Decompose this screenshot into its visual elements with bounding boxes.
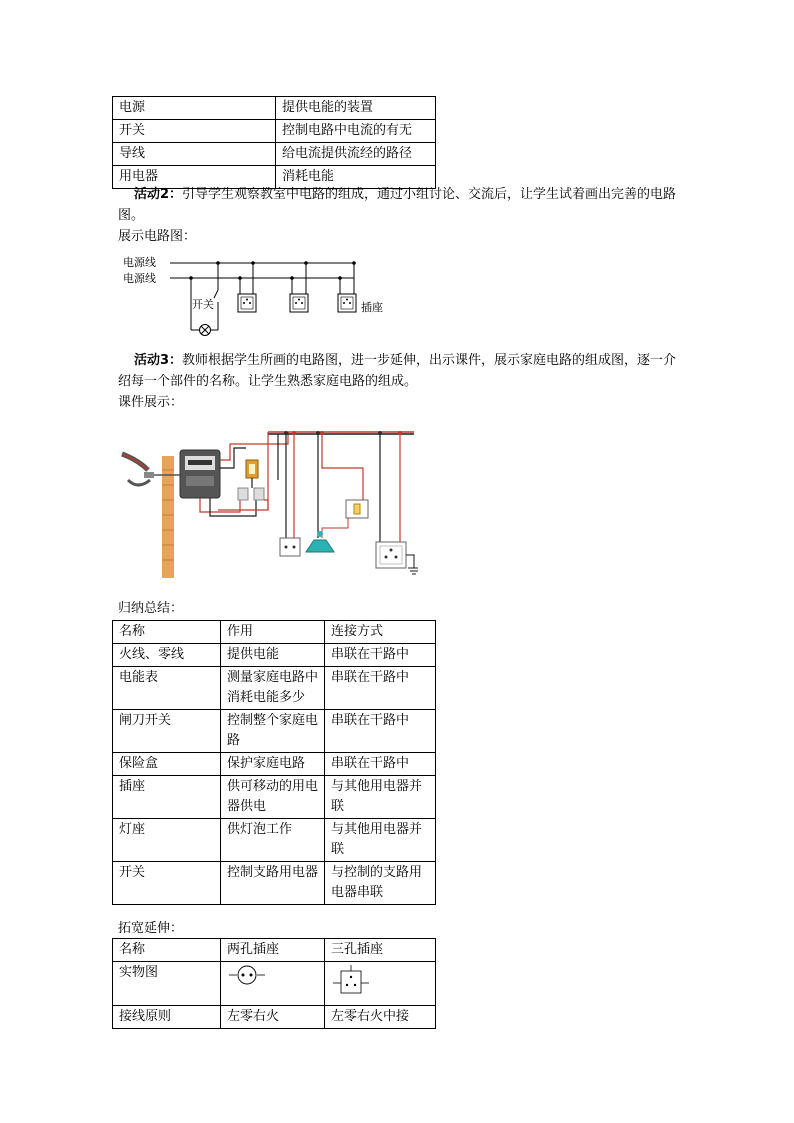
table-row (113, 862, 436, 905)
components-table (112, 96, 436, 189)
household-circuit-illustration (118, 420, 418, 580)
lamp-symbol (200, 325, 211, 336)
table-row (113, 819, 436, 862)
electric-meter (180, 450, 220, 498)
activity3-text: 教师根据学生所画的电路图，进一步延伸，出示课件，展示家庭电路的组成图，逐一介绍每一个部件的名称。让学生熟悉家庭电路的组成。 (118, 353, 677, 389)
table-cell: 电能表 (113, 667, 221, 710)
table-cell: 开关 (113, 862, 221, 905)
table-cell: 导线 (113, 143, 276, 166)
table-row (113, 710, 436, 753)
table-cell: 开关 (113, 120, 276, 143)
socket-3 (338, 261, 356, 312)
three-pin-socket-photo-cell (325, 962, 436, 1006)
table-cell: 与控制的支路用电器串联 (325, 862, 436, 905)
table-cell: 提供电能 (221, 644, 325, 667)
socket-2 (290, 261, 308, 312)
table-cell: 供灯泡工作 (221, 819, 325, 862)
table-header-cell: 两孔插座 (221, 939, 325, 962)
table-cell: 控制支路用电器 (221, 862, 325, 905)
table-cell: 提供电能的装置 (276, 97, 436, 120)
table-cell: 实物图 (113, 962, 221, 1006)
table-cell: 串联在干路中 (325, 644, 436, 667)
table-row (113, 753, 436, 776)
table-row (113, 667, 436, 710)
power-line-label-2: 电源线 (123, 272, 156, 285)
two-pin-socket-icon (227, 963, 267, 987)
table-cell: 控制整个家庭电路 (221, 710, 325, 753)
service-cable (122, 454, 148, 470)
table-cell: 保险盒 (113, 753, 221, 776)
table-cell: 串联在干路中 (325, 753, 436, 776)
socket-table (112, 938, 436, 1029)
table-header-cell: 三孔插座 (325, 939, 436, 962)
activity3-paragraph (118, 350, 678, 392)
table-cell: 左零右火 (221, 1006, 325, 1029)
courseware-label: 课件展示： (118, 395, 184, 410)
table-cell: 与其他用电器并联 (325, 819, 436, 862)
table-cell: 接线原则 (113, 1006, 221, 1029)
table-cell: 供可移动的用电器供电 (221, 776, 325, 819)
switch-symbol (214, 290, 218, 298)
table-cell: 灯座 (113, 819, 221, 862)
table-cell: 闸刀开关 (113, 710, 221, 753)
table-cell: 保护家庭电路 (221, 753, 325, 776)
circuit-diagram (118, 250, 398, 345)
table-cell: 控制电路中电流的有无 (276, 120, 436, 143)
table-row (113, 120, 436, 143)
table-cell: 插座 (113, 776, 221, 819)
three-pin-socket (376, 542, 406, 568)
summary-table (112, 620, 436, 905)
insulator-icon (144, 472, 154, 478)
table-cell: 左零右火中接 (325, 1006, 436, 1029)
table-cell: 火线、零线 (113, 644, 221, 667)
ceiling-lamp (306, 531, 334, 552)
table-cell: 串联在干路中 (325, 667, 436, 710)
three-pin-socket-icon (331, 963, 371, 997)
activity2-paragraph (118, 184, 678, 226)
knife-switch (238, 488, 264, 500)
table-row (113, 962, 436, 1006)
table-header-cell: 作用 (221, 621, 325, 644)
table-cell: 测量家庭电路中消耗电能多少 (221, 667, 325, 710)
activity2-text: 引导学生观察教室中电路的组成，通过小组讨论、交流后，让学生试着画出完善的电路图。 (118, 187, 677, 223)
activity3-label: 活动3： (134, 353, 183, 368)
table-header-cell: 名称 (113, 621, 221, 644)
table-cell: 串联在干路中 (325, 710, 436, 753)
switch-label: 开关 (192, 298, 214, 311)
table-header-row (113, 939, 436, 962)
extension-label: 拓宽延伸： (118, 921, 184, 936)
two-pin-socket-photo-cell (221, 962, 325, 1006)
socket-label: 插座 (361, 301, 383, 314)
summary-label: 归纳总结： (118, 601, 184, 616)
table-header-cell: 名称 (113, 939, 221, 962)
activity2-label: 活动2： (134, 187, 183, 202)
table-cell: 与其他用电器并联 (325, 776, 436, 819)
two-pin-socket (280, 538, 300, 556)
table-row (113, 97, 436, 120)
socket-1 (238, 261, 256, 312)
fuse-box (246, 460, 258, 478)
table-header-row (113, 621, 436, 644)
ground-icon (406, 555, 418, 574)
show-circuit-label: 展示电路图： (118, 229, 197, 244)
table-row (113, 644, 436, 667)
power-line-label-1: 电源线 (123, 256, 156, 269)
table-row (113, 776, 436, 819)
wall-switch (346, 500, 368, 518)
table-row (113, 143, 436, 166)
table-cell: 消耗电能 (276, 166, 436, 189)
table-cell: 给电流提供流经的路径 (276, 143, 436, 166)
table-cell: 用电器 (113, 166, 276, 189)
table-header-cell: 连接方式 (325, 621, 436, 644)
table-row (113, 1006, 436, 1029)
table-cell: 电源 (113, 97, 276, 120)
